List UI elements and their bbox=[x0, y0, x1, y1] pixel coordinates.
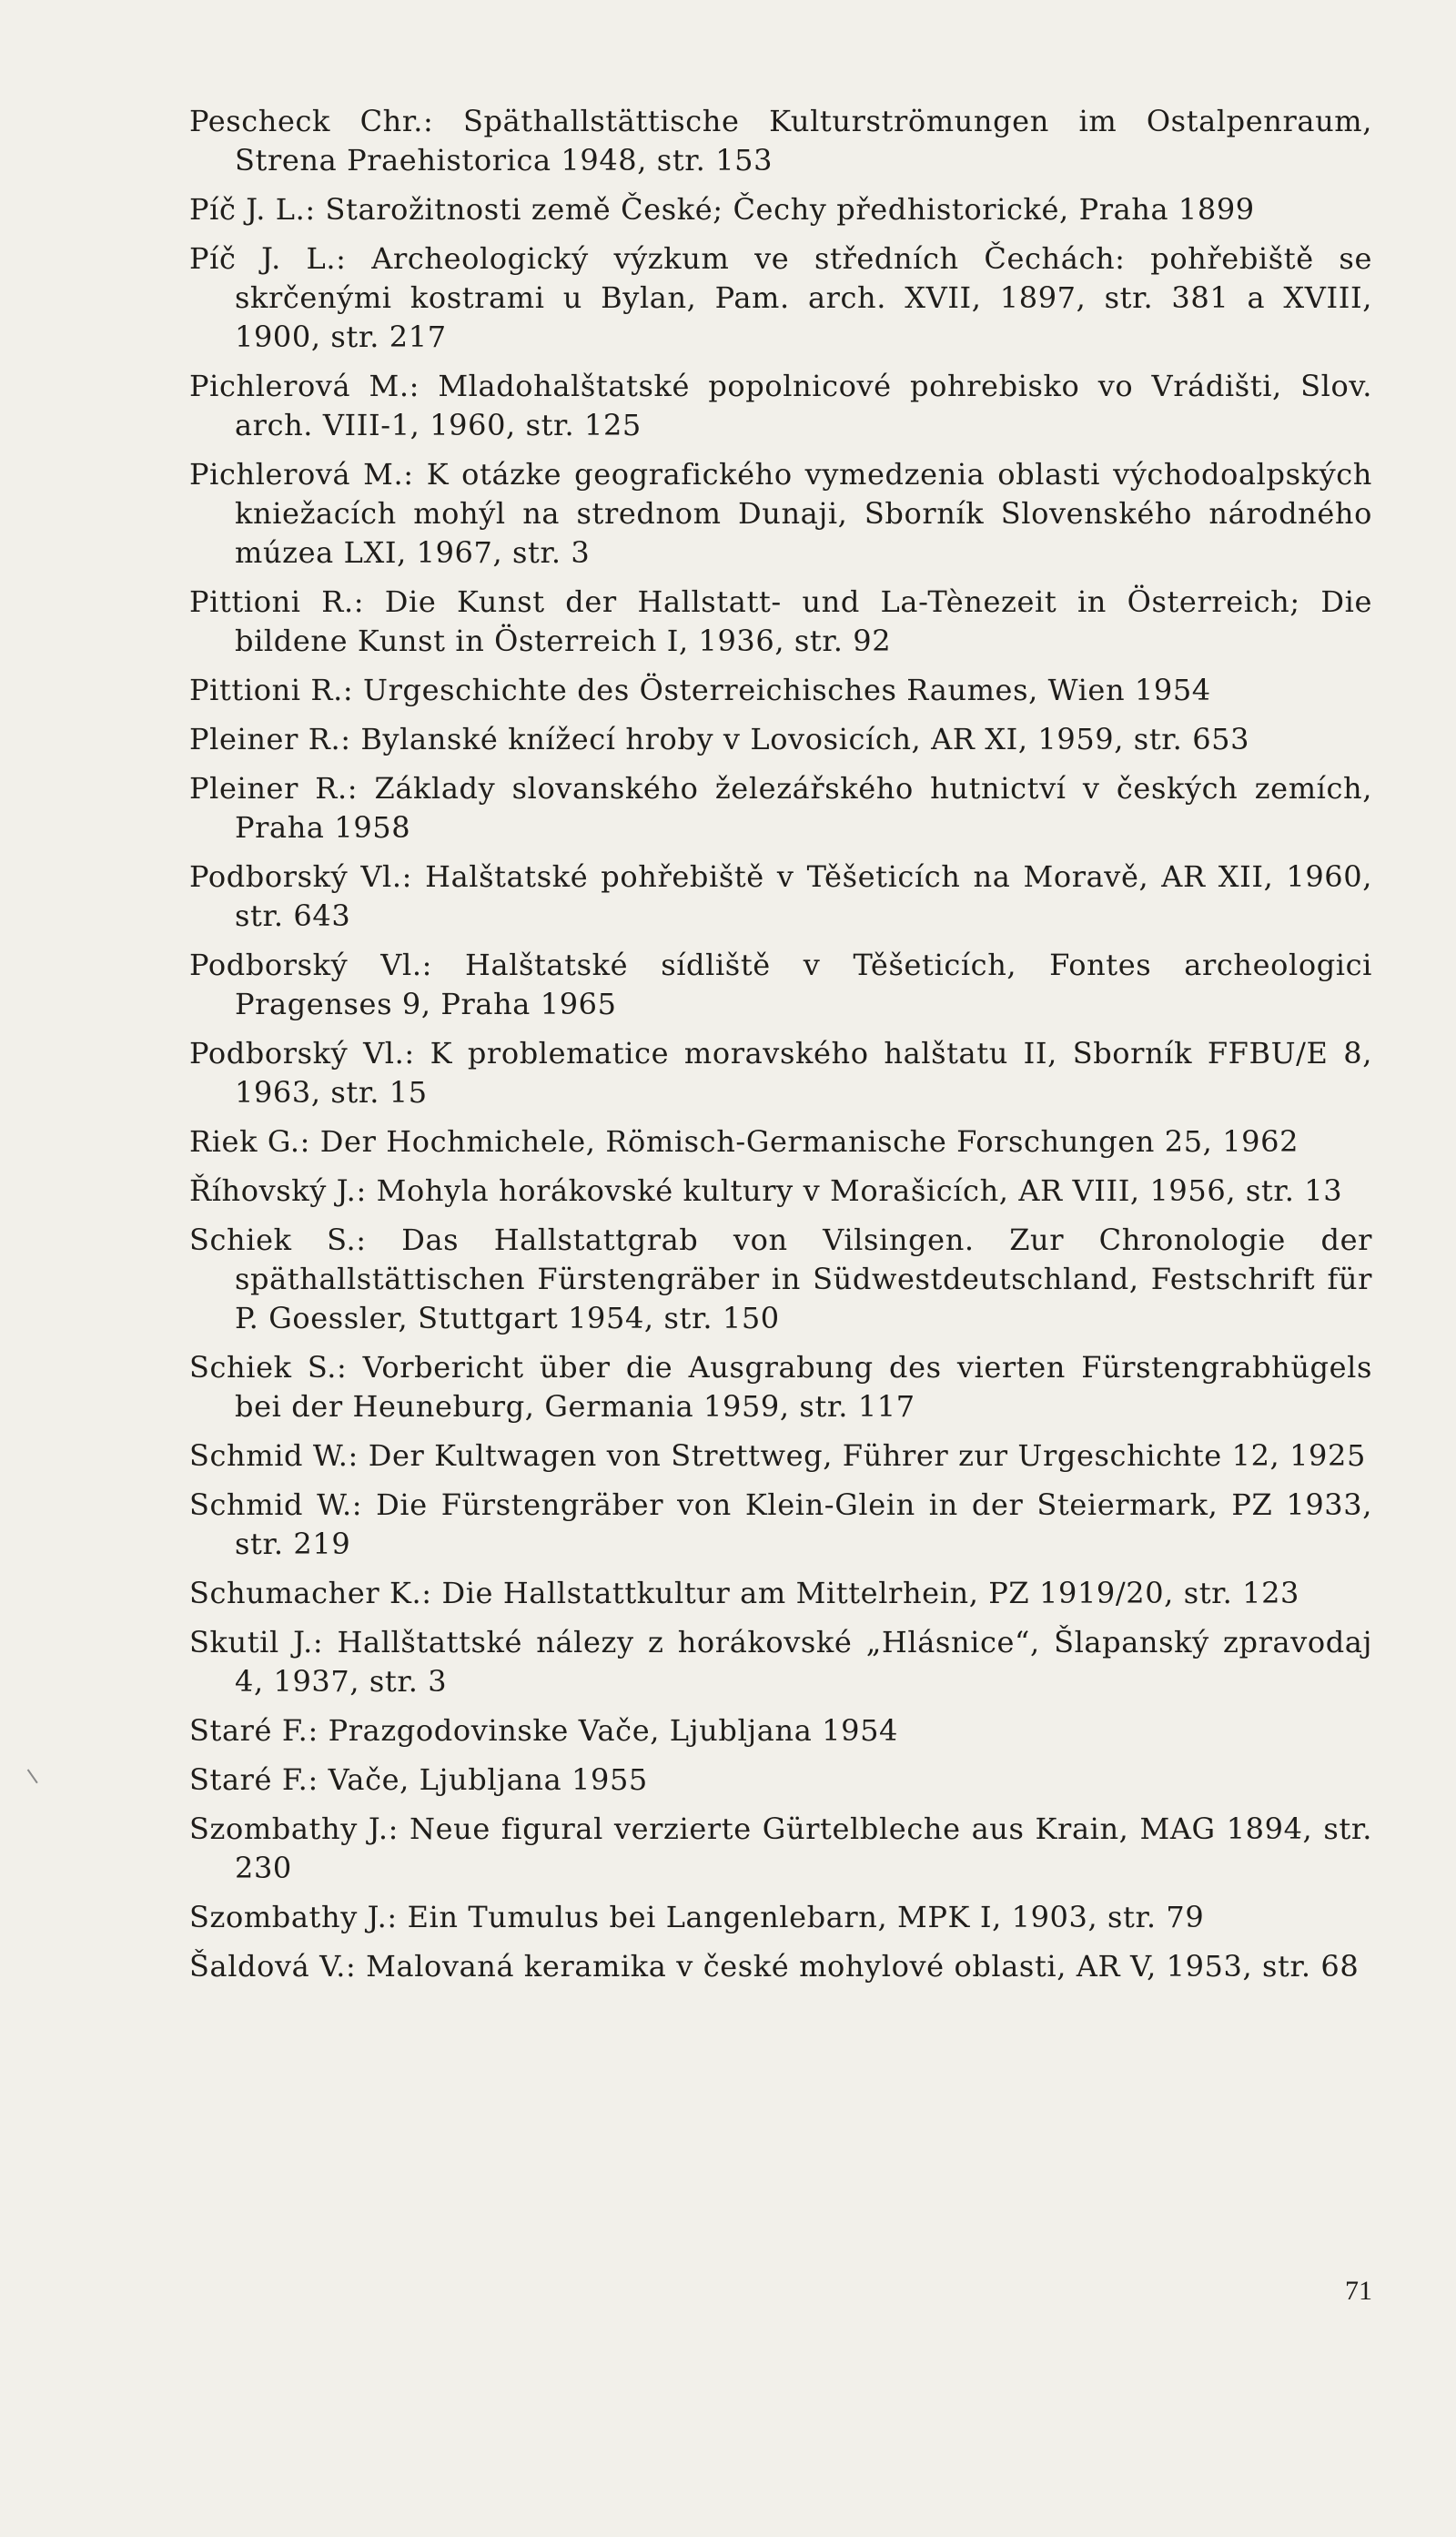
bibliography-entry bbox=[189, 1623, 1372, 1701]
entry-author: Pichlerová M.: bbox=[189, 369, 420, 403]
bibliography-entry bbox=[189, 1947, 1372, 1986]
entry-author: Pescheck Chr.: bbox=[189, 104, 434, 138]
bibliography-entry bbox=[189, 1486, 1372, 1564]
entry-author: Schumacher K.: bbox=[189, 1576, 432, 1610]
entry-reference: K problematice moravského halštatu II, Sborník FFBU/E 8, 1963, str. 15 bbox=[235, 1036, 1372, 1110]
entry-reference: Hallštattské nálezy z horákovské „Hlásnice“, Šlapanský zpravodaj 4, 1937, str. 3 bbox=[235, 1625, 1373, 1699]
entry-reference: Starožitnosti země České; Čechy předhistorické, Praha 1899 bbox=[325, 192, 1255, 227]
entry-reference: Archeologický výzkum ve středních Čechách: pohřebiště se skrčenými kostrami u Bylan, Pam. arch. XVII, 1897, str. 381 a XVIII, 1900, str. 217 bbox=[235, 241, 1372, 354]
entry-reference: Halštatské pohřebiště v Těšeticích na Moravě, AR XII, 1960, str. 643 bbox=[235, 859, 1372, 933]
entry-author: Skutil J.: bbox=[189, 1625, 324, 1659]
entry-reference: Urgeschichte des Österreichisches Raumes, Wien 1954 bbox=[363, 673, 1211, 707]
bibliography-entry bbox=[189, 1172, 1372, 1211]
entry-reference: Späthallstättische Kulturströmungen im Ostalpenraum, Strena Praehistorica 1948, str. 153 bbox=[235, 104, 1373, 178]
entry-author: Píč J. L.: bbox=[189, 192, 316, 227]
entry-author: Podborský Vl.: bbox=[189, 1036, 415, 1071]
bibliography-entry bbox=[189, 769, 1372, 847]
entry-reference: Vorbericht über die Ausgrabung des vierten Fürstengrabhügels bei der Heuneburg, Germania 1959, str. 117 bbox=[235, 1350, 1373, 1424]
bibliography-entry bbox=[189, 720, 1372, 759]
entry-author: Szombathy J.: bbox=[189, 1811, 399, 1846]
page-number: 71 bbox=[1345, 2276, 1372, 2306]
entry-reference: Der Hochmichele, Römisch-Germanische Forschungen 25, 1962 bbox=[319, 1124, 1299, 1159]
entry-author: Píč J. L.: bbox=[189, 241, 347, 276]
bibliography-entry bbox=[189, 1711, 1372, 1751]
bibliography-entry bbox=[189, 858, 1372, 936]
entry-reference: Mladohalštatské popolnicové pohrebisko vo Vrádišti, Slov. arch. VIII-1, 1960, str. 125 bbox=[235, 369, 1372, 442]
entry-author: Schmid W.: bbox=[189, 1487, 363, 1522]
bibliography-entry bbox=[189, 1034, 1372, 1112]
entry-reference: Neue figural verzierte Gürtelbleche aus Krain, MAG 1894, str. 230 bbox=[235, 1811, 1372, 1885]
entry-reference: Mohyla horákovské kultury v Morašicích, AR VIII, 1956, str. 13 bbox=[376, 1173, 1343, 1208]
bibliography-list bbox=[189, 102, 1372, 1996]
margin-mark bbox=[27, 1765, 45, 1783]
bibliography-entry bbox=[189, 1122, 1372, 1162]
entry-author: Šaldová V.: bbox=[189, 1949, 357, 1984]
bibliography-entry bbox=[189, 190, 1372, 229]
bibliography-entry bbox=[189, 583, 1372, 661]
entry-author: Pittioni R.: bbox=[189, 673, 354, 707]
entry-author: Schiek S.: bbox=[189, 1223, 367, 1257]
bibliography-entry bbox=[189, 1436, 1372, 1476]
entry-reference: Základy slovanského železářského hutnictví v českých zemích, Praha 1958 bbox=[235, 771, 1372, 845]
entry-author: Podborský Vl.: bbox=[189, 948, 433, 982]
bibliography-entry bbox=[189, 102, 1372, 180]
entry-author: Staré F.: bbox=[189, 1762, 318, 1797]
entry-author: Schiek S.: bbox=[189, 1350, 348, 1385]
entry-reference: Prazgodovinske Vače, Ljubljana 1954 bbox=[328, 1713, 898, 1748]
entry-reference: Die Fürstengräber von Klein-Glein in der Steiermark, PZ 1933, str. 219 bbox=[235, 1487, 1372, 1561]
entry-reference: Der Kultwagen von Strettweg, Führer zur Urgeschichte 12, 1925 bbox=[368, 1438, 1366, 1473]
entry-author: Schmid W.: bbox=[189, 1438, 359, 1473]
entry-author: Podborský Vl.: bbox=[189, 859, 413, 894]
entry-reference: Das Hallstattgrab von Vilsingen. Zur Chronologie der späthallstättischen Fürstengräber in Südwestdeutschland, Festschrift für P. Goessler, Stuttgart 1954, str. 150 bbox=[235, 1223, 1373, 1335]
entry-reference: Bylanské knížecí hroby v Lovosicích, AR XI, 1959, str. 653 bbox=[360, 722, 1250, 756]
bibliography-entry bbox=[189, 1348, 1372, 1426]
bibliography-entry bbox=[189, 946, 1372, 1024]
entry-author: Pichlerová M.: bbox=[189, 457, 414, 492]
bibliography-entry bbox=[189, 1898, 1372, 1937]
entry-reference: Vače, Ljubljana 1955 bbox=[328, 1762, 648, 1797]
bibliography-entry bbox=[189, 1221, 1372, 1338]
entry-reference: Malovaná keramika v české mohylové oblasti, AR V, 1953, str. 68 bbox=[366, 1949, 1360, 1984]
entry-author: Staré F.: bbox=[189, 1713, 318, 1748]
entry-reference: K otázke geografického vymedzenia oblasti východoalpských kniežacích mohýl na strednom Dunaji, Sborník Slovenského národného múzea LXI, 1967, str. 3 bbox=[235, 457, 1372, 570]
bibliography-entry bbox=[189, 367, 1372, 445]
entry-reference: Die Kunst der Hallstatt- und La-Tènezeit in Österreich; Die bildene Kunst in Österreich I, 1936, str. 92 bbox=[235, 584, 1372, 658]
entry-reference: Die Hallstattkultur am Mittelrhein, PZ 1919/20, str. 123 bbox=[441, 1576, 1299, 1610]
entry-author: Riek G.: bbox=[189, 1124, 311, 1159]
bibliography-entry bbox=[189, 1574, 1372, 1613]
bibliography-entry bbox=[189, 239, 1372, 357]
bibliography-entry bbox=[189, 1761, 1372, 1800]
entry-reference: Halštatské sídliště v Těšeticích, Fontes archeologici Pragenses 9, Praha 1965 bbox=[235, 948, 1372, 1021]
bibliography-entry bbox=[189, 1810, 1372, 1888]
entry-author: Pleiner R.: bbox=[189, 771, 359, 806]
entry-author: Szombathy J.: bbox=[189, 1900, 398, 1934]
entry-author: Pittioni R.: bbox=[189, 584, 365, 619]
bibliography-entry bbox=[189, 455, 1372, 573]
entry-author: Pleiner R.: bbox=[189, 722, 351, 756]
bibliography-entry bbox=[189, 671, 1372, 710]
entry-author: Říhovský J.: bbox=[189, 1173, 367, 1208]
entry-reference: Ein Tumulus bei Langenlebarn, MPK I, 1903, str. 79 bbox=[407, 1900, 1205, 1934]
